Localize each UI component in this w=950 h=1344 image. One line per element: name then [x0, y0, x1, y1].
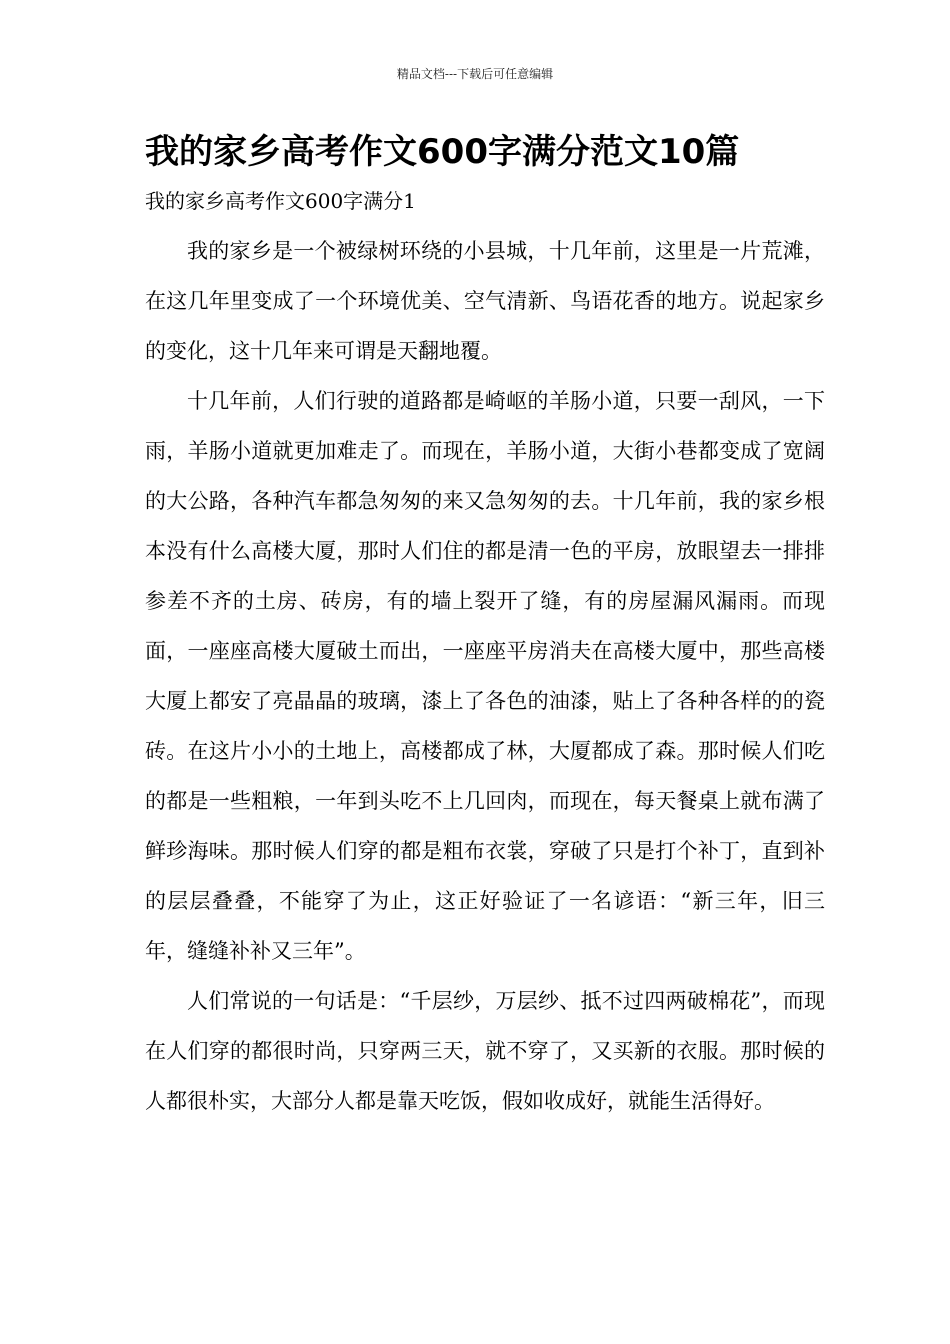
body-text [145, 226, 825, 1126]
section-subtitle: 我的家乡高考作文600字满分1 [145, 189, 416, 213]
paragraph-3: 人们常说的一句话是：“千层纱，万层纱、抵不过四两破棉花”，而现在人们穿的都很时尚，只穿两三天，就不穿了，又买新的衣服。那时候的人都很朴实，大部分人都是靠天吃饭，假如收成好，就能生活得好。 [145, 989, 825, 1113]
document-title: 我的家乡高考作文600字满分范文10篇 [145, 132, 740, 172]
header-note: 精品文档---下载后可任意编辑 [396, 67, 554, 81]
paragraph-2: 十几年前，人们行驶的道路都是崎岖的羊肠小道，只要一刮风，一下雨，羊肠小道就更加难走了。而现在，羊肠小道，大街小巷都变成了宽阔的大公路，各种汽车都急匆匆的来又急匆匆的去。十几年前，我的家乡根本没有什么高楼大厦，那时人们住的都是清一色的平房，放眼望去一排排参差不齐的土房、砖房，有的墙上裂开了缝，有的房屋漏风漏雨。而现面，一座座高楼大厦破土而出，一座座平房消夫在高楼大厦中，那些高楼大厦上都安了亮晶晶的玻璃，漆上了各色的油漆，贴上了各种各样的的瓷砖。在这片小小的土地上，高楼都成了林，大厦都成了森。那时候人们吃的都是一些粗粮，一年到头吃不上几回肉，而现在，每天餐桌上就布满了鲜珍海味。那时候人们穿的都是粗布衣裳，穿破了只是打个补丁，直到补的层层叠叠，不能穿了为止，这正好验证了一名谚语：“新三年，旧三年，缝缝补补又三年”。 [145, 389, 825, 963]
paragraph-1: 我的家乡是一个被绿树环绕的小县城，十几年前，这里是一片荒滩，在这几年里变成了一个环境优美、空气清新、鸟语花香的地方。说起家乡的变化，这十几年来可谓是天翻地覆。 [145, 239, 825, 363]
